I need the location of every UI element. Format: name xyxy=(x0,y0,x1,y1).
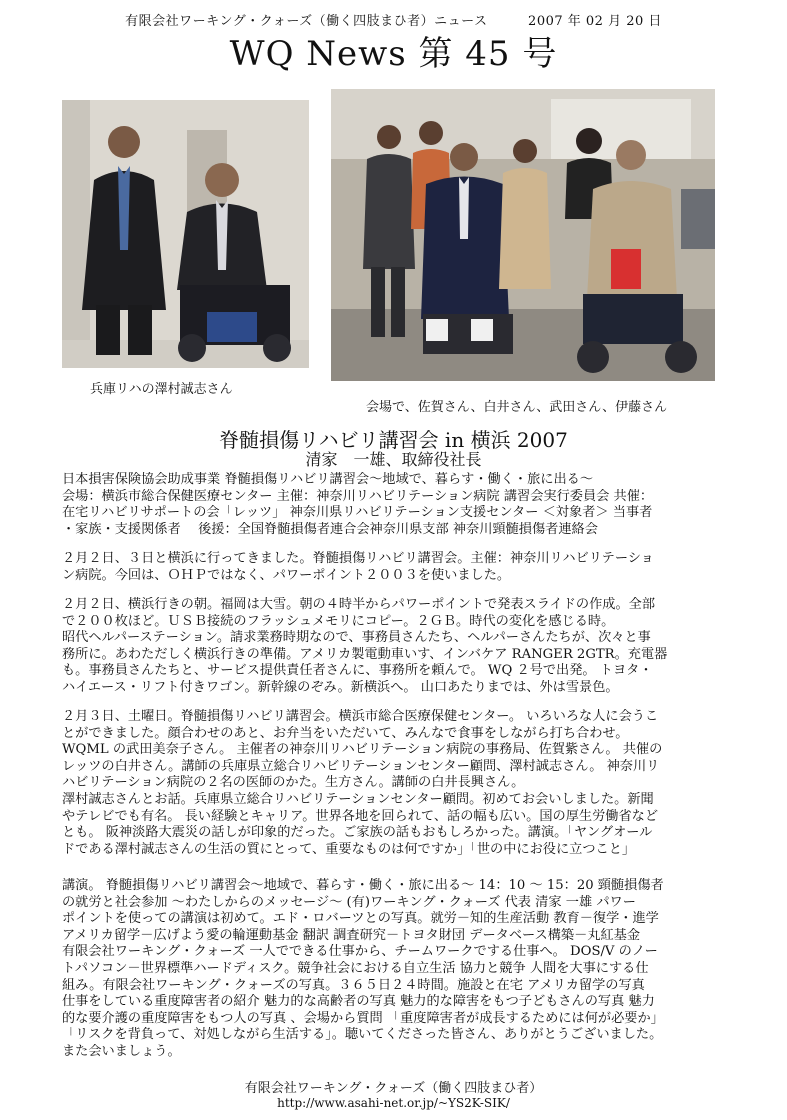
article-author: 清家 一雄、取締役社長 xyxy=(305,450,482,469)
header-date: 2007 年 02 月 20 日 xyxy=(528,14,662,29)
paragraph-lecture xyxy=(62,878,730,1061)
text-line: トパソコン－世界標準ハードディスク。競争社会における自立生活 協力と競争 人間を大事にする仕 xyxy=(62,960,649,976)
paragraph-feb2 xyxy=(62,597,730,697)
paragraph-event-info xyxy=(62,472,730,538)
text-line: 組み。有限会社ワーキング・クォーズの写真。３６５日２４時間。施設と在宅 アメリカ留学の写真 xyxy=(62,977,645,993)
footer-company: 有限会社ワーキング・クォーズ（働く四肢まひ者） xyxy=(244,1081,543,1096)
caption-right-photo: 会場で、佐賀さん、白井さん、武田さん、伊藤さん xyxy=(366,400,668,415)
text-line: ２月２日、横浜行きの朝。福岡は大雪。朝の４時半からパワーポイントで発表スライドの作成。全部 xyxy=(62,597,656,612)
text-line: とも。 阪神淡路大震災の話しが印象的だった。ご家族の話もおもしろかった。講演。「ヤングオール xyxy=(62,825,653,841)
text-line: とができました。顔合わせのあと、お弁当をいただいて、みんなで食事をしながら打ち合わせ。 xyxy=(62,725,629,741)
newsletter-title: WQ News 第 45 号 xyxy=(229,34,558,74)
footer-url[interactable]: http://www.asahi-net.or.jp/~YS2K-SIK/ xyxy=(277,1096,510,1110)
caption-left-photo: 兵庫リハの澤村誠志さん xyxy=(90,382,233,397)
text-line: ポイントを使っての講演は初めて。エド・ロバーツとの写真。就労－知的生産活動 教育－復学・進学 xyxy=(62,911,659,927)
text-line: ハビリテーション病院の２名の医師のかた。生方さん。講師の白井長興さん。 xyxy=(62,775,525,791)
text-line: 昭代ヘルパーステーション。請求業務時期なので、事務員さんたち、ヘルパーさんたちが、次々と事 xyxy=(62,630,651,646)
text-line: の就労と社会参加 ～わたしからのメッセージ～ (有)ワーキング・クォーズ 代表 清家 一雄 パワー xyxy=(62,894,636,910)
text-line: また会いましょう。 xyxy=(62,1043,181,1059)
text-line: 「リスクを背負って、対処しながら生活する」。聴いてくださった皆さん、ありがとうございました。 xyxy=(62,1027,663,1043)
text-line: ハイエース・リフト付きワゴン。新幹線のぞみ。新横浜へ。 山口あたりまでは、外は雪景色。 xyxy=(62,679,619,695)
text-line: 仕事をしている重度障害者の紹介 魅力的な高齢者の写真 魅力的な障害をもつ子どもさんの写真 魅力 xyxy=(62,994,655,1010)
text-line: アメリカ留学－広げよう愛の輪運動基金 翻訳 調査研究－トヨタ財団 データベース構築－丸紅基金 xyxy=(62,927,641,943)
text-line: 講演。 脊髄損傷リハビリ講習会～地域で、暮らす・働く・旅に出る～ 14：10 ～ 15：20 頸髄損傷者 xyxy=(62,878,664,893)
text-line: 在宅リハビリサポートの会「レッツ」 神奈川県リハビリテーション支援センター ＜対象者＞ 当事者 xyxy=(62,505,653,521)
header-company: 有限会社ワーキング・クォーズ（働く四肢まひ者）ニュース xyxy=(125,14,488,29)
paragraph-intro xyxy=(62,551,730,584)
article-title: 脊髄損傷リハビリ講習会 in 横浜 2007 xyxy=(219,428,568,452)
text-line: WQML の武田美奈子さん。 主催者の神奈川リハビリテーション病院の事務局、佐賀紫さん。 共催の xyxy=(62,742,663,758)
text-line: 的な要介護の重度障害をもつ人の写真 、会場から質問 「重度障害者が成長するためには何が必要か」 xyxy=(62,1010,664,1026)
text-line: で２００枚ほど。ＵＳＢ接続のフラッシュメモリにコピー。２ＧＢ。時代の変化を感じる時。 xyxy=(62,613,615,629)
photo-venue-group xyxy=(331,89,715,381)
text-line: ２月３日、土曜日。脊髄損傷リハビリ講習会。横浜市総合医療保健センター。 いろいろな人に会うこ xyxy=(62,709,659,724)
text-line: やテレビでも有名。 長い経験とキャリア。世界各地を回られて、話の幅も広い。国の厚生労働省など xyxy=(62,808,659,824)
text-line: 有限会社ワーキング・クォーズ 一人でできる仕事から、チームワークでする仕事へ。 DOS/V のノー xyxy=(62,944,658,960)
newsletter-header xyxy=(0,10,787,29)
text-line: ン病院。今回は、ＯＨＰではなく、パワーポイント２００３を使いました。 xyxy=(62,567,511,583)
text-line: ２月２日、３日と横浜に行ってきました。脊髄損傷リハビリ講習会。主催：神奈川リハビリテーショ xyxy=(62,551,654,566)
text-line: レッツの白井さん。講師の兵庫県立総合リハビリテーションセンター顧問、澤村誠志さん。 神奈川リ xyxy=(62,758,660,774)
text-line: 務所に。あわただしく横浜行きの準備。アメリカ製電動車いす、インバケア RANGER 2GTR。充電器 xyxy=(62,646,668,662)
text-line: も。事務員さんたちと、サービス提供責任者さんに、事務所を頼んで。 WQ ２号で出発。 トヨタ・ xyxy=(62,663,653,679)
photo-sawamura xyxy=(62,100,309,368)
text-line: ・家族・支援関係者 後援：全国脊髄損傷者連合会神奈川県支部 神奈川頸髄損傷者連絡会 xyxy=(62,521,598,537)
paragraph-feb3 xyxy=(62,709,730,858)
text-line: 会場：横浜市総合保健医療センター 主催：神奈川リハビリテーション病院 講習会実行委員会 共催： xyxy=(62,488,654,504)
text-line: 日本損害保険協会助成事業 脊髄損傷リハビリ講習会～地域で、暮らす・働く・旅に出る～ xyxy=(62,472,594,487)
text-line: ドである澤村誠志さんの生活の質にとって、重要なものは何ですか」「世の中にお役に立つこと」 xyxy=(62,841,636,857)
text-line: 澤村誠志さんとお話。兵庫県立総合リハビリテーションセンター顧問。初めてお会いしました。新聞 xyxy=(62,791,654,807)
